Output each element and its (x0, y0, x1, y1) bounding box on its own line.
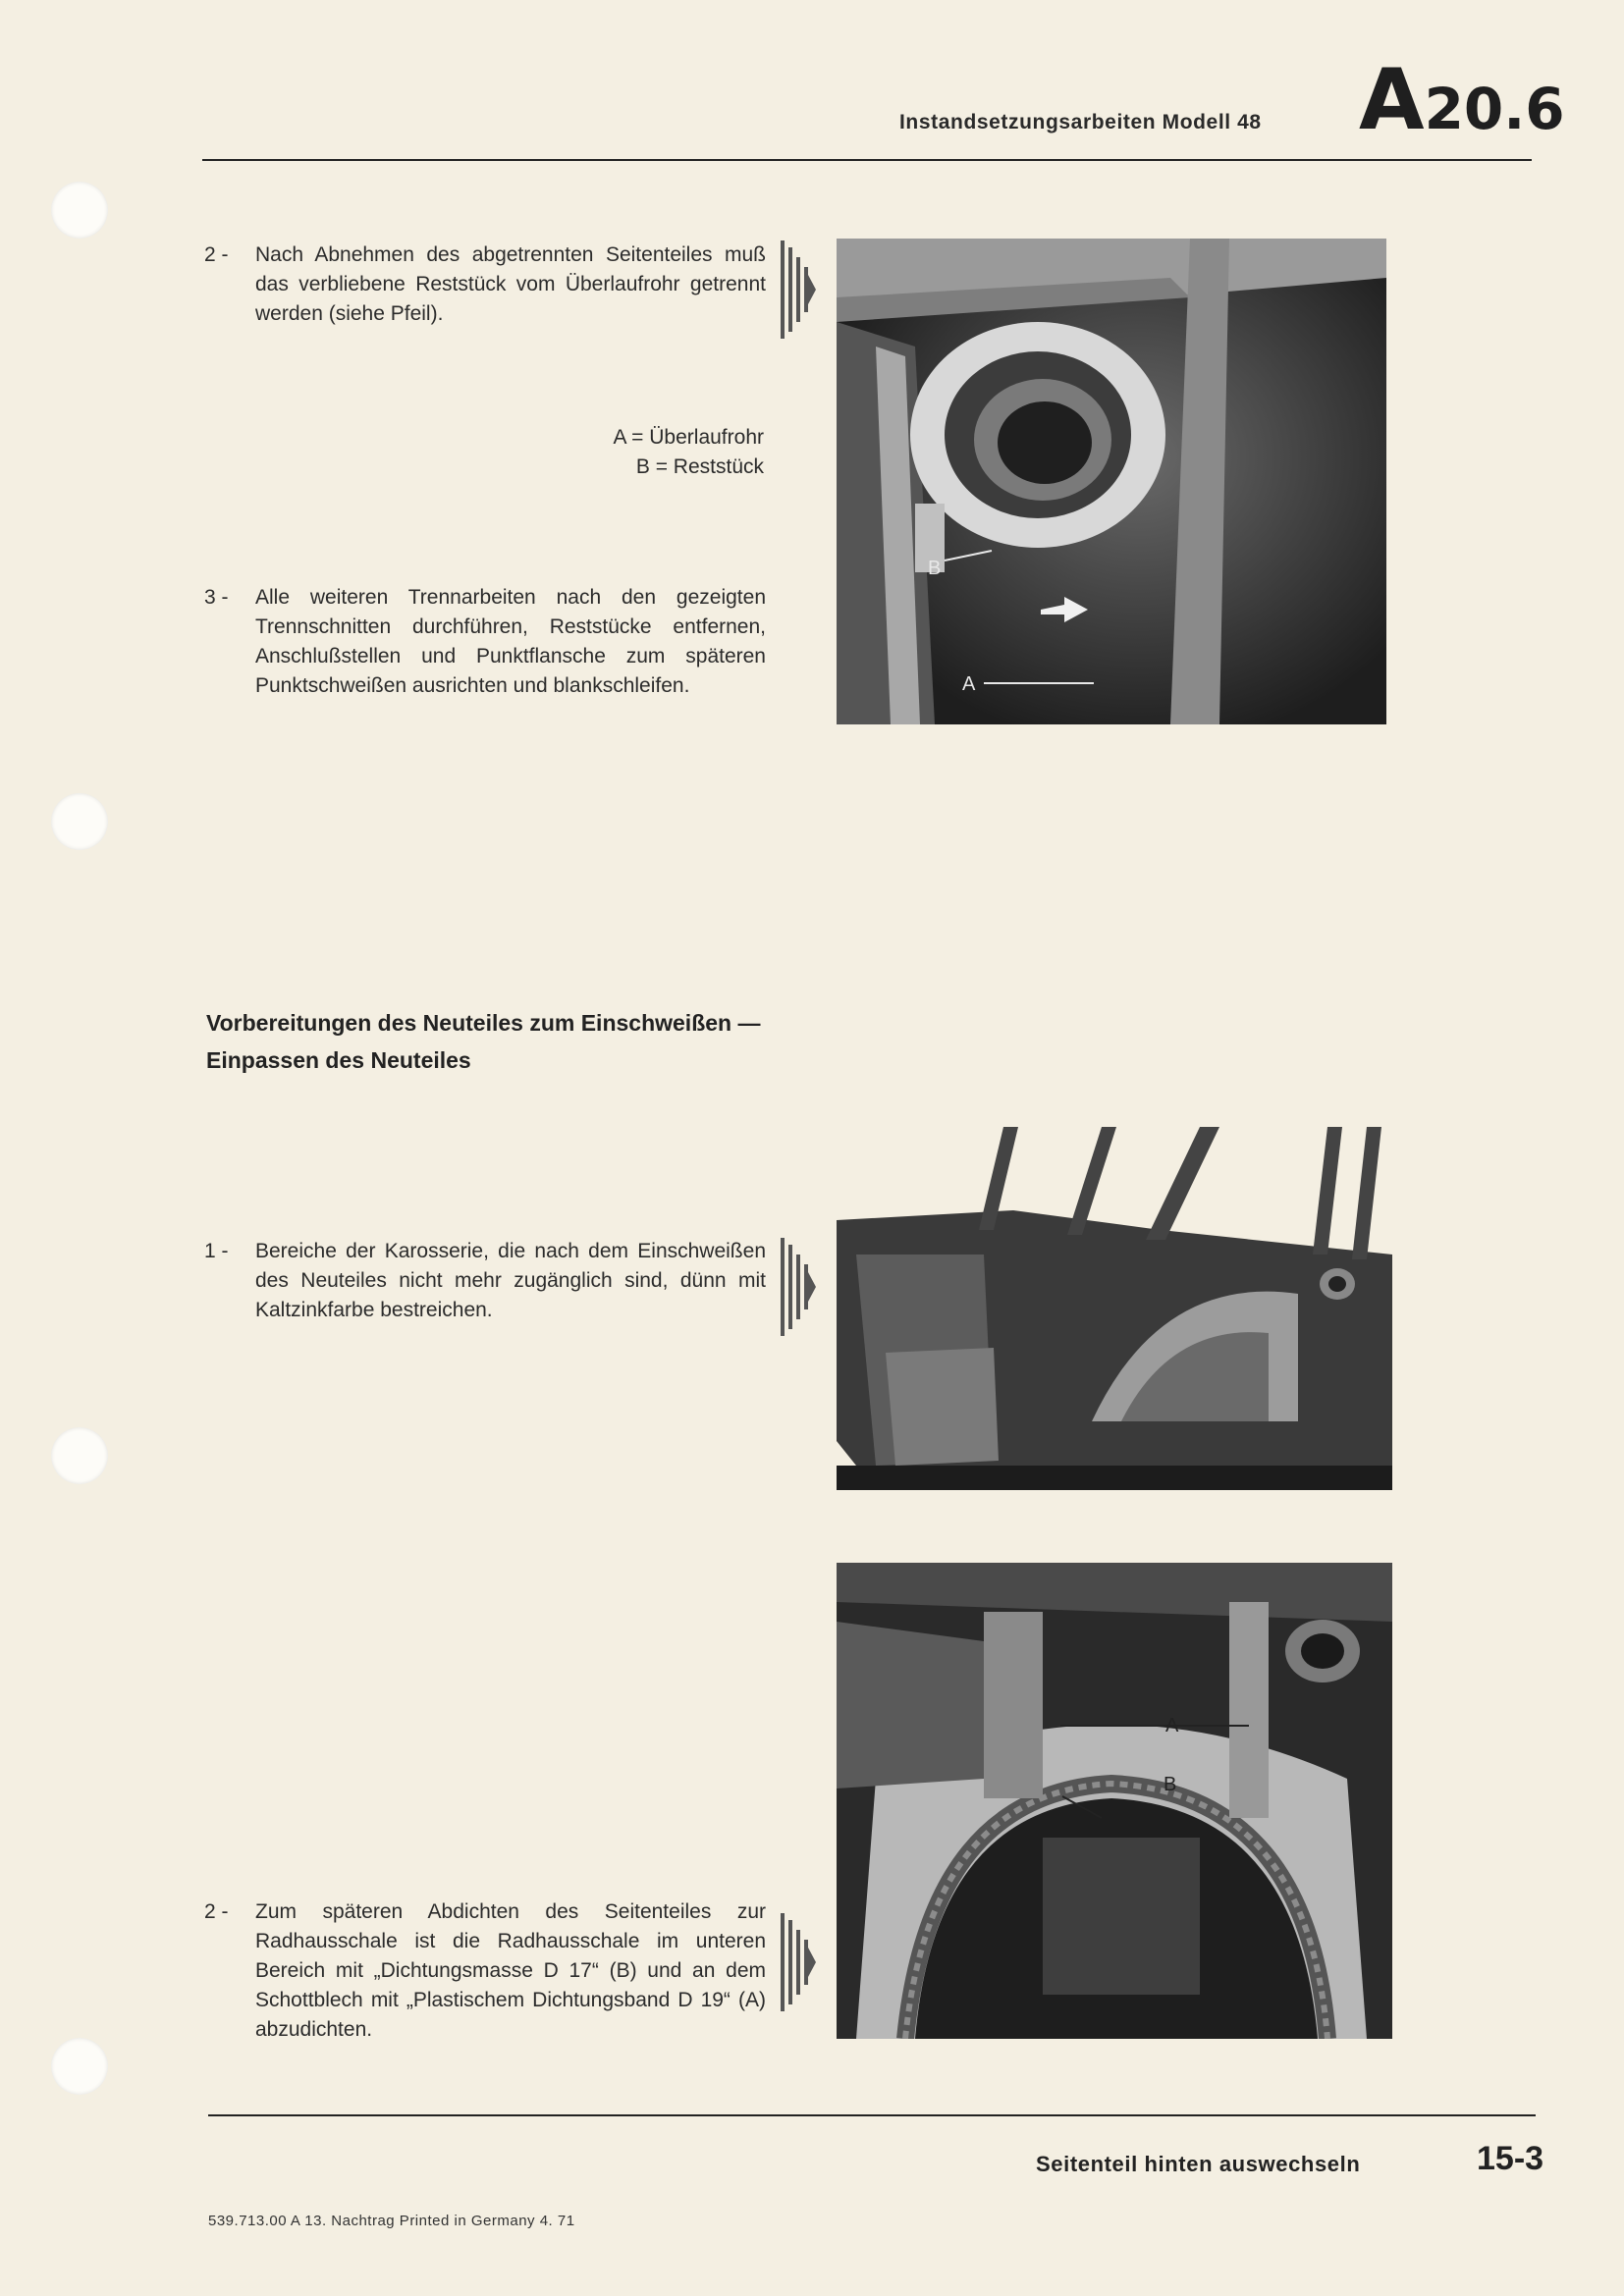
legend-b: B = Reststück (635, 455, 764, 478)
punch-hole (51, 182, 108, 239)
punch-hole (51, 1427, 108, 1484)
header-title: Instandsetzungsarbeiten Modell 48 (899, 111, 1262, 133)
punch-hole (51, 2038, 108, 2095)
step-text: Bereiche der Karosserie, die nach dem Einschweißen des Neuteiles nicht mehr zugänglich sind, dünn mit Kaltzinkfarbe bestreichen. (255, 1240, 766, 1321)
step-item (204, 1237, 766, 1325)
pointer-arrow-icon (781, 1233, 816, 1341)
header-rule (202, 159, 1532, 161)
step-item (204, 240, 766, 329)
photo1-label-b: B (928, 558, 942, 579)
photo-overflow-pipe (837, 239, 1386, 724)
step-number: 3 - (204, 586, 229, 609)
section-number: 20.6 (1424, 76, 1565, 142)
photo3-label-a: A (1165, 1715, 1179, 1736)
step-text: Zum späteren Abdichten des Seitenteiles zur Radhausschale ist die Radhausschale im unteren Bereich mit „Dichtungsmasse D 17“ (B) und an dem Schottblech mit „Plastischem Dichtungsband D 19“ (A) abzudichten. (255, 1900, 766, 2041)
step-item (204, 583, 766, 701)
step-number: 2 - (204, 243, 229, 266)
page-number: 15-3 (1477, 2140, 1544, 2177)
imprint: 539.713.00 A 13. Nachtrag Printed in Germany 4. 71 (208, 2213, 575, 2229)
photo1-label-a: A (962, 673, 976, 695)
photo-wheelhouse (837, 1563, 1392, 2039)
step-text: Alle weiteren Trennarbeiten nach den gezeigten Trennschnitten durchführen, Reststücke entfernen, Anschlußstellen und Punktflansche zum späteren Punktschweißen ausrichten und blankschleifen. (255, 586, 766, 697)
legend-a: A = Überlaufrohr (613, 426, 764, 449)
legend (511, 423, 764, 482)
photo-body-section (837, 1127, 1392, 1490)
step-item (204, 1897, 766, 2045)
punch-hole (51, 793, 108, 850)
section-letter: A (1359, 51, 1425, 149)
footer-title: Seitenteil hinten auswechseln (1036, 2152, 1361, 2176)
photo3-label-b: B (1164, 1774, 1177, 1795)
section-heading: Vorbereitungen des Neuteiles zum Einschweißen — Einpassen des Neuteiles (206, 1010, 761, 1073)
step-text: Nach Abnehmen des abgetrennten Seitenteiles muß das verbliebene Reststück vom Überlaufrohr getrennt werden (siehe Pfeil). (255, 243, 766, 325)
section-code (1359, 51, 1565, 149)
footer-rule (208, 2114, 1536, 2116)
pointer-arrow-icon (781, 1908, 816, 2016)
step-number: 1 - (204, 1240, 229, 1262)
step-number: 2 - (204, 1900, 229, 1923)
pointer-arrow-icon (781, 236, 816, 344)
